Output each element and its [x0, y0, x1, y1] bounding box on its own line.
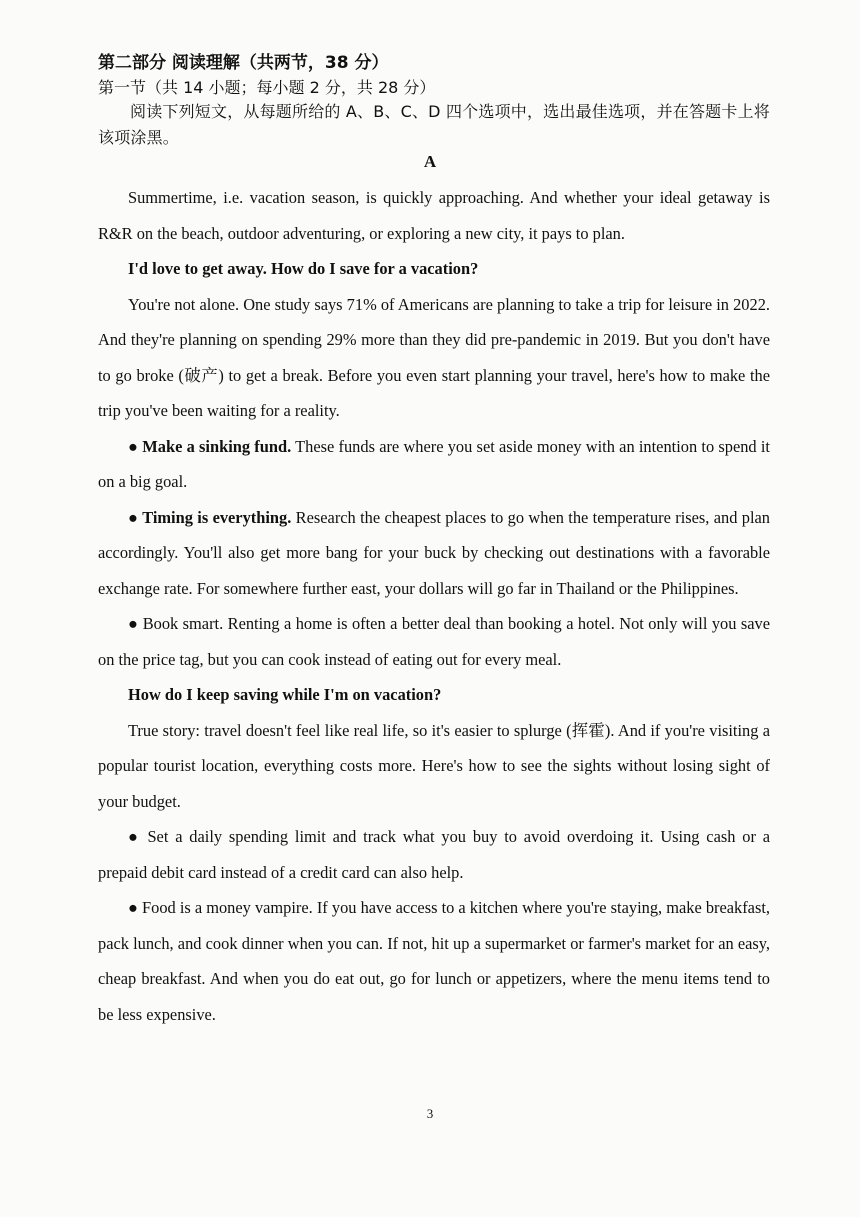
bullet-food: ● Food is a money vampire. If you have access to a kitchen where you're staying, make breakfast, pack lunch, and cook dinner when you can. If not, hit up a supermarket or farmer's market for an easy, cheap breakfast. And when you do eat out, go for lunch or appetizers, where the menu items tend to be less expensive. — [98, 898, 770, 1024]
section-title: 第二部分 阅读理解（共两节，38 分） — [98, 53, 389, 73]
page-number: 3 — [426, 1106, 434, 1121]
heading-save: I'd love to get away. How do I save for a vacation? — [128, 259, 479, 278]
paragraph-study: You're not alone. One study says 71% of Americans are planning to take a trip for leisure in 2022. And they're planning on spending 29% more than they did pre-pandemic in 2019. But you don't have to go broke (破产) to get a break. Before you even start planning your travel, here's how to make the trip you've been waiting for a reality. — [98, 294, 770, 420]
bullet-timing-text: Research the cheapest places to go when the temperature rises, and plan accordingly. You'll also get more bang for your buck by checking out destinations with a favorable exchange rate. For somewhere further east, your dollars will go far in Thailand or the Philippines. — [98, 507, 771, 598]
bullet-sinking-fund — [98, 429, 770, 500]
paragraph-splurge: True story: travel doesn't feel like real life, so it's easier to splurge (挥霍). And if you're visiting a popular tourist location, everything costs more. Here's how to see the sights without losing sight of your budget. — [98, 720, 770, 811]
bullet-sinking-fund-text: These funds are where you set aside money with an intention to spend it on a big goal. — [98, 436, 770, 491]
bullet-book-smart: ● Book smart. Renting a home is often a better deal than booking a hotel. Not only will you save on the price tag, but you can cook instead of eating out for every meal. — [98, 614, 770, 669]
passage-letter: A — [423, 152, 437, 171]
bullet-timing — [98, 500, 770, 607]
paragraph-intro: Summertime, i.e. vacation season, is quickly approaching. And whether your ideal getaway is R&R on the beach, outdoor adventuring, or exploring a new city, it pays to plan. — [98, 188, 770, 243]
bullet-timing-lead: ● Timing is everything. — [128, 507, 292, 527]
instructions: 阅读下列短文，从每题所给的 A、B、C、D 四个选项中，选出最佳选项，并在答题卡上将该项涂黑。 — [98, 102, 770, 147]
heading-keep-saving: How do I keep saving while I'm on vacation? — [128, 685, 442, 704]
subsection-title: 第一节（共 14 小题；每小题 2 分，共 28 分） — [98, 78, 436, 97]
bullet-spending-limit: ● Set a daily spending limit and track what you buy to avoid overdoing it. Using cash or a prepaid debit card instead of a credit card can also help. — [98, 827, 770, 882]
bullet-sinking-fund-lead: ● Make a sinking fund. — [128, 436, 292, 456]
passage-body — [98, 180, 770, 1032]
